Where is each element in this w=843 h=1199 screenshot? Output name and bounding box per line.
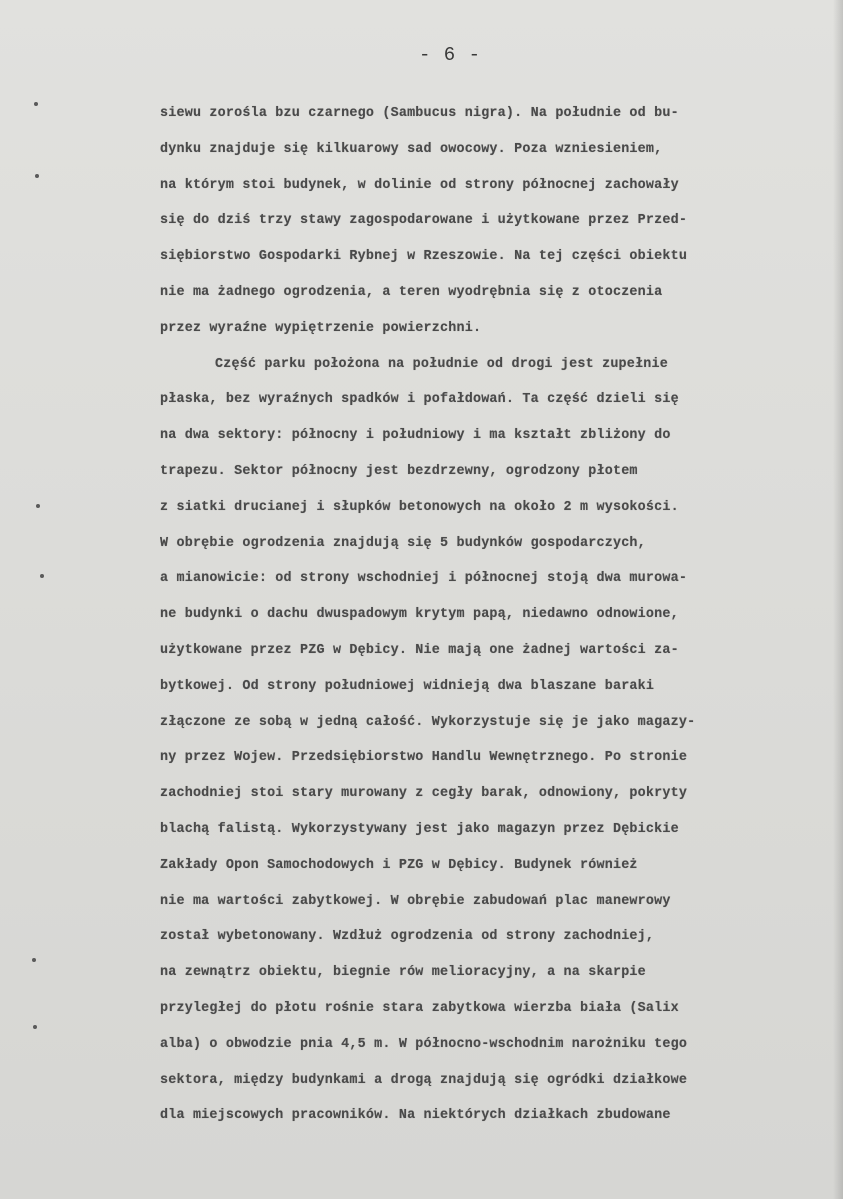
text-line: a mianowicie: od strony wschodniej i północnej stoją dwa murowa- <box>160 571 688 587</box>
text-line: siębiorstwo Gospodarki Rybnej w Rzeszowie. Na tej części obiektu <box>160 249 688 265</box>
page-number: - 6 - <box>418 44 481 66</box>
page-edge-shadow <box>833 0 843 1199</box>
text-line: na którym stoi budynek, w dolinie od strony północnej zachowały <box>160 177 679 193</box>
text-line: alba) o obwodzie pnia 4,5 m. W północno-wschodnim narożniku tego <box>160 1036 688 1052</box>
text-line: ny przez Wojew. Przedsiębiorstwo Handlu Wewnętrznego. Po stronie <box>160 750 688 766</box>
text-line: sektora, między budynkami a drogą znajdują się ogródki działkowe <box>160 1072 688 1088</box>
text-line: ne budynki o dachu dwuspadowym krytym papą, niedawno odnowione, <box>160 607 679 623</box>
text-line: nie ma wartości zabytkowej. W obrębie zabudowań plac manewrowy <box>160 893 671 909</box>
text-line: dla miejscowych pracowników. Na niektórych działkach zbudowane <box>160 1108 671 1124</box>
text-line: Zakłady Opon Samochodowych i PZG w Dębicy. Budynek również <box>160 857 638 873</box>
text-line: z siatki drucianej i słupków betonowych na około 2 m wysokości. <box>160 499 679 515</box>
paragraph-first-line: Część parku położona na południe od drogi jest zupełnie <box>215 356 668 372</box>
text-line: na dwa sektory: północny i południowy i ma kształt zbliżony do <box>160 428 671 444</box>
text-line: użytkowane przez PZG w Dębicy. Nie mają one żadnej wartości za- <box>160 642 679 658</box>
binder-hole-mark <box>40 574 44 578</box>
body-text <box>160 96 832 1134</box>
text-line: bytkowej. Od strony południowej widnieją dwa blaszane baraki <box>160 678 655 694</box>
binder-hole-mark <box>34 102 38 106</box>
text-line: przyległej do płotu rośnie stara zabytkowa wierzba biała (Salix <box>160 1000 679 1016</box>
binder-hole-mark <box>35 174 39 178</box>
text-line: złączone ze sobą w jedną całość. Wykorzystuje się je jako magazy- <box>160 714 696 730</box>
text-line: przez wyraźne wypiętrzenie powierzchni. <box>160 320 482 336</box>
binder-hole-mark <box>32 958 36 962</box>
text-line: został wybetonowany. Wzdłuż ogrodzenia od strony zachodniej, <box>160 929 655 945</box>
text-line: dynku znajduje się kilkuarowy sad owocowy. Poza wzniesieniem, <box>160 141 663 157</box>
text-line: na zewnątrz obiektu, biegnie rów melioracyjny, a na skarpie <box>160 965 646 981</box>
text-line: blachą falistą. Wykorzystywany jest jako magazyn przez Dębickie <box>160 821 679 837</box>
text-line: trapezu. Sektor północny jest bezdrzewny, ogrodzony płotem <box>160 463 638 479</box>
text-line: płaska, bez wyraźnych spadków i pofałdowań. Ta część dzieli się <box>160 392 679 408</box>
text-line: siewu zorośla bzu czarnego (Sambucus nigra). Na południe od bu- <box>160 106 679 121</box>
binder-hole-mark <box>36 504 40 508</box>
text-line: W obrębie ogrodzenia znajdują się 5 budynków gospodarczych, <box>160 535 646 551</box>
text-line: nie ma żadnego ogrodzenia, a teren wyodrębnia się z otoczenia <box>160 284 663 300</box>
binder-hole-mark <box>33 1025 37 1029</box>
text-line: zachodniej stoi stary murowany z cegły barak, odnowiony, pokryty <box>160 786 688 802</box>
text-line: się do dziś trzy stawy zagospodarowane i użytkowane przez Przed- <box>160 213 688 229</box>
